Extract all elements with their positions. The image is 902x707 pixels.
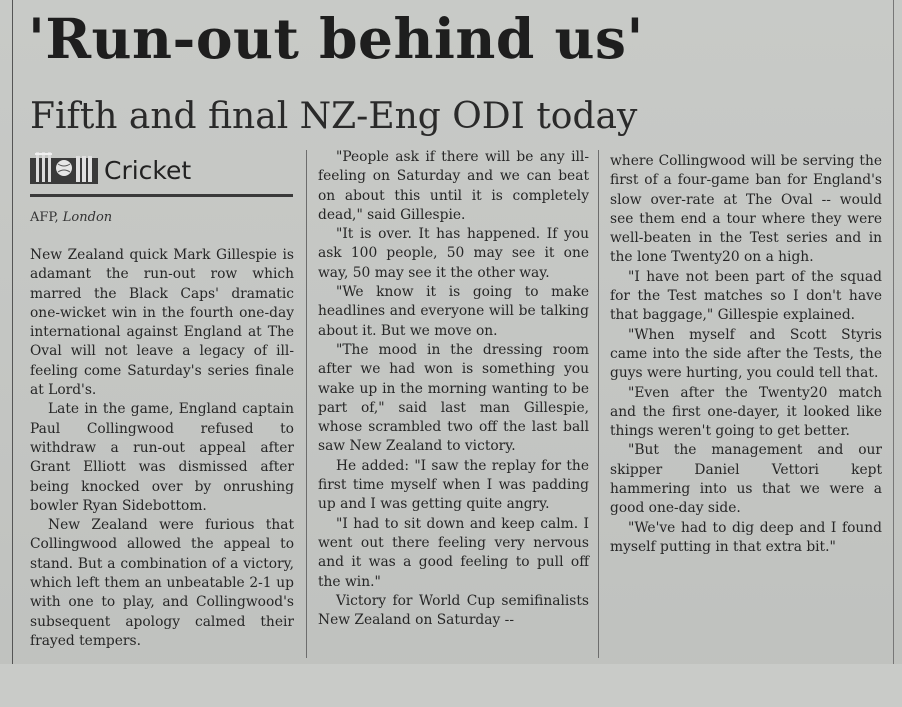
paragraph: "I have not been part of the squad for the Test matches so I don't have that baggage," Gillespie explained. — [610, 268, 882, 324]
adjacent-column-fragments — [0, 505, 10, 655]
section-header — [30, 150, 293, 197]
paragraph: "Even after the Twenty20 match and the first one-dayer, it looked like things weren't going to get better. — [610, 384, 882, 440]
paragraph: "People ask if there will be any ill-feeling on Saturday and we can beat on about this until it is completely dead," said Gillespie. — [318, 149, 589, 223]
headline: 'Run-out behind us' — [28, 6, 644, 71]
byline-agency: AFP, — [30, 210, 63, 225]
byline-location: London — [62, 210, 113, 225]
paragraph: "But the management and our skipper Daniel Vettori kept hammering into us that we were a good one-day side. — [610, 442, 882, 517]
article-column-2 — [318, 148, 589, 630]
paragraph: Late in the game, England captain Paul Collingwood refused to withdraw a run-out appeal after Grant Elliott was dismissed after being knocked over by onrushing bowler Ryan Sidebottom. — [30, 401, 294, 514]
cricket-stumps-icon — [30, 152, 98, 186]
paragraph: New Zealand were furious that Collingwood allowed the appeal to stand. But a combination of a victory, which left them an unbeatable 2-1 up with one to play, and Collingwood's subsequent apology calmed their frayed tempers. — [30, 517, 294, 649]
paragraph: He added: "I saw the replay for the first time myself when I was padding up and I was getting quite angry. — [318, 457, 589, 513]
paragraph: "When myself and Scott Styris came into the side after the Tests, the guys were hurting, you could tell that. — [610, 326, 882, 382]
paragraph: Victory for World Cup semifinalists New Zealand on Saturday -- — [318, 592, 589, 629]
section-label: Cricket — [104, 156, 192, 185]
paragraph: "We've had to dig deep and I found myself putting in that extra bit." — [610, 519, 882, 555]
page-bottom-margin — [0, 664, 902, 707]
column-divider — [306, 150, 307, 658]
article-column-3 — [610, 152, 882, 557]
article-column-1 — [30, 246, 294, 651]
byline — [30, 210, 112, 225]
subheadline: Fifth and final NZ-Eng ODI today — [30, 96, 638, 137]
paragraph: "The mood in the dressing room after we had won is something you wake up in the morning wanting to be part of," said last man Gillespie, whose scrambled two off the last ball saw New Zealand to victory. — [318, 341, 589, 455]
paragraph: "We know it is going to make headlines and everyone will be talking about it. But we move on. — [318, 284, 589, 339]
paragraph: "I had to sit down and keep calm. I went out there feeling very nervous and it was a good feeling to pull off the win." — [318, 515, 589, 590]
paragraph: New Zealand quick Mark Gillespie is adamant the run-out row which marred the Black Caps' dramatic one-wicket win in the fourth one-day international against England at The Oval will not leave a legacy of ill-feeling come Saturday's series finale at Lord's. — [30, 247, 294, 399]
column-divider — [598, 150, 599, 658]
paragraph: "It is over. It has happened. If you ask 100 people, 50 may see it one way, 50 may see it the other way. — [318, 226, 589, 281]
paragraph: where Collingwood will be serving the first of a four-game ban for England's slow over-rate at The Oval -- would see them end a tour where they were well-beaten in the Test series and in the lone Twenty20 on a high. — [610, 153, 882, 266]
